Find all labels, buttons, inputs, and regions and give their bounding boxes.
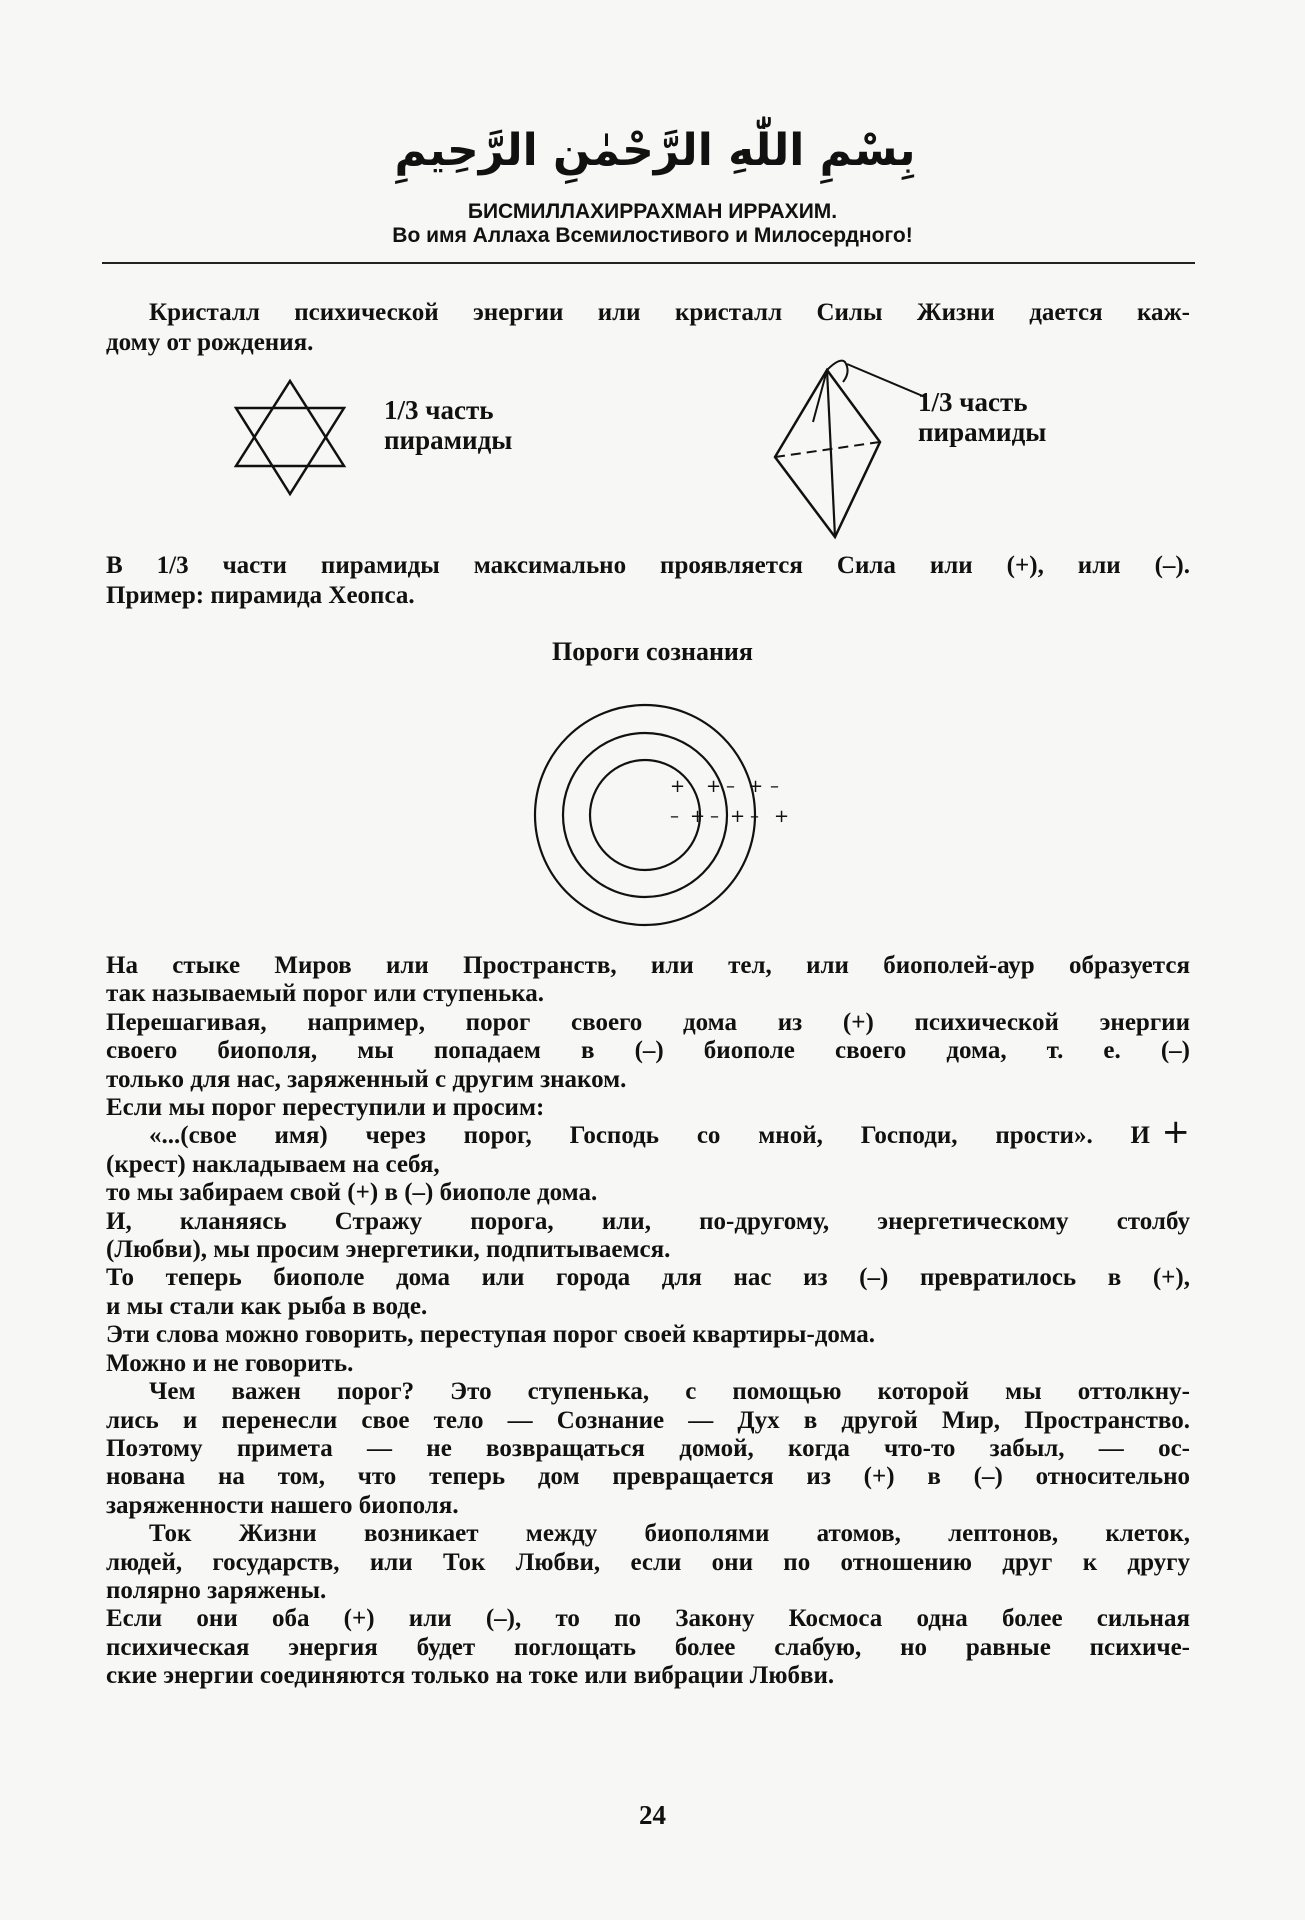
intro-line: дому от рождения.: [106, 329, 314, 356]
body-line: Если мы порог переступили и просим:: [106, 1094, 545, 1122]
sign-plus: +: [670, 776, 686, 797]
body-line: ские энергии соединяются только на токе или вибрации Любви.: [106, 1662, 835, 1690]
star-down-triangle: [236, 408, 344, 494]
sign-minus: –: [670, 806, 679, 827]
body-line: (Любви), мы просим энергетики, подпитываемся.: [106, 1236, 671, 1264]
crystal-pyramid-figure: [765, 352, 935, 542]
basmala-text: بِسْمِ اللّٰهِ الرَّحْمٰنِ الرَّحِيمِ: [394, 125, 916, 176]
sign-plus: +: [690, 806, 706, 827]
crystal-cut-line: [775, 442, 880, 457]
power-line: В 1/3 части пирамиды максимально проявляется Сила или (+), или (–).: [106, 552, 1190, 579]
pyramid-label: [918, 387, 1046, 447]
crystal-string: [827, 361, 848, 382]
body-line: и мы стали как рыба в воде.: [106, 1292, 428, 1320]
body-line: заряженности нашего биополя.: [106, 1491, 459, 1519]
sign-plus: +: [706, 776, 722, 797]
body-line: то мы забираем свой (+) в (–) биополе дома.: [106, 1179, 598, 1207]
body-line: только для нас, заряженный с другим знаком.: [106, 1065, 627, 1093]
star-label-line: пирамиды: [384, 425, 513, 455]
intro-line: Кристалл психической энергии или кристалл Силы Жизни дается каж-: [149, 299, 1190, 326]
body-line: На стыке Миров или Пространств, или тел, или биополей-аур образуется: [106, 952, 1190, 979]
body-line: Если они оба (+) или (–), то по Закону Космоса одна более сильная: [106, 1605, 1190, 1633]
intro-paragraph: [106, 298, 1190, 358]
body-line: Ток Жизни возникает между биополями атомов, лептонов, клеток,: [149, 1520, 1190, 1548]
label-pointer-line: [847, 364, 925, 397]
body-line: Перешагивая, например, порог своего дома из (+) психической энергии: [106, 1008, 1190, 1036]
basmala-calligraphy: [394, 95, 916, 200]
pyramid-label-line: пирамиды: [918, 417, 1047, 447]
sign-minus: –: [726, 776, 735, 797]
sign-minus: –: [770, 776, 779, 797]
body-line: полярно заряжены.: [106, 1576, 327, 1604]
power-line: Пример: пирамида Хеопса.: [106, 582, 415, 609]
body-line: Поэтому примета — не возвращаться домой, когда что-то забыл, — ос-: [106, 1434, 1190, 1462]
body-line: своего биополя, мы попадаем в (–) биополе своего дома, т. е. (–): [106, 1037, 1190, 1065]
sign-plus: +: [730, 806, 746, 827]
sign-plus: +: [748, 776, 764, 797]
cross-symbol: +: [1161, 1112, 1190, 1153]
crystal-edge: [813, 370, 827, 422]
header-line-1: БИСМИЛЛАХИРРАХМАН ИРРАХИМ.: [467, 200, 838, 223]
star-label: [384, 395, 512, 455]
page-number: 24: [639, 1800, 666, 1830]
consciousness-thresholds-figure: [530, 690, 800, 940]
body-line: (крест) накладываем на себя,: [106, 1150, 440, 1178]
sign-minus: –: [710, 806, 719, 827]
star-label-line: 1/3 часть: [384, 395, 494, 425]
main-body: [106, 952, 1190, 1691]
header-divider: [102, 262, 1195, 264]
star-of-david-figure: [228, 378, 353, 498]
body-line: Можно и не говорить.: [106, 1349, 354, 1377]
body-line: так называемый порог или ступенька.: [106, 980, 544, 1008]
body-line: Эти слова можно говорить, переступая порог своей квартиры-дома.: [106, 1321, 876, 1349]
body-line: людей, государств, или Ток Любви, если они по отношению друг к другу: [106, 1548, 1190, 1576]
body-line: То теперь биополе дома или города для нас из (–) превратилось в (+),: [106, 1264, 1190, 1292]
body-line: И, кланяясь Стражу порога, или, по-другому, энергетическому столбу: [106, 1207, 1190, 1235]
body-line: нована на том, что теперь дом превращается из (+) в (–) относительно: [106, 1463, 1190, 1491]
body-line: «...(свое имя) через порог, Господь со мной, Господи, прости». И: [149, 1122, 1150, 1150]
sign-minus: –: [750, 806, 759, 827]
body-line: Чем важен порог? Это ступенька, с помощью которой мы оттолкну-: [149, 1378, 1190, 1406]
body-line: психическая энергия будет поглощать более слабую, но равные психиче-: [106, 1633, 1190, 1661]
pyramid-label-line: 1/3 часть: [918, 387, 1028, 417]
outer-circle: [535, 705, 755, 925]
power-paragraph: [106, 551, 1190, 611]
crystal-edge: [827, 370, 835, 537]
header-line-2: Во имя Аллаха Всемилостивого и Милосердного!: [392, 224, 913, 247]
sign-plus: +: [774, 806, 790, 827]
star-up-triangle: [236, 381, 344, 466]
body-line: лись и перенесли свое тело — Сознание — Дух в другой Мир, Пространство.: [106, 1406, 1190, 1434]
body-line-prayer: [106, 1112, 1190, 1153]
section-title: Пороги сознания: [552, 637, 753, 666]
